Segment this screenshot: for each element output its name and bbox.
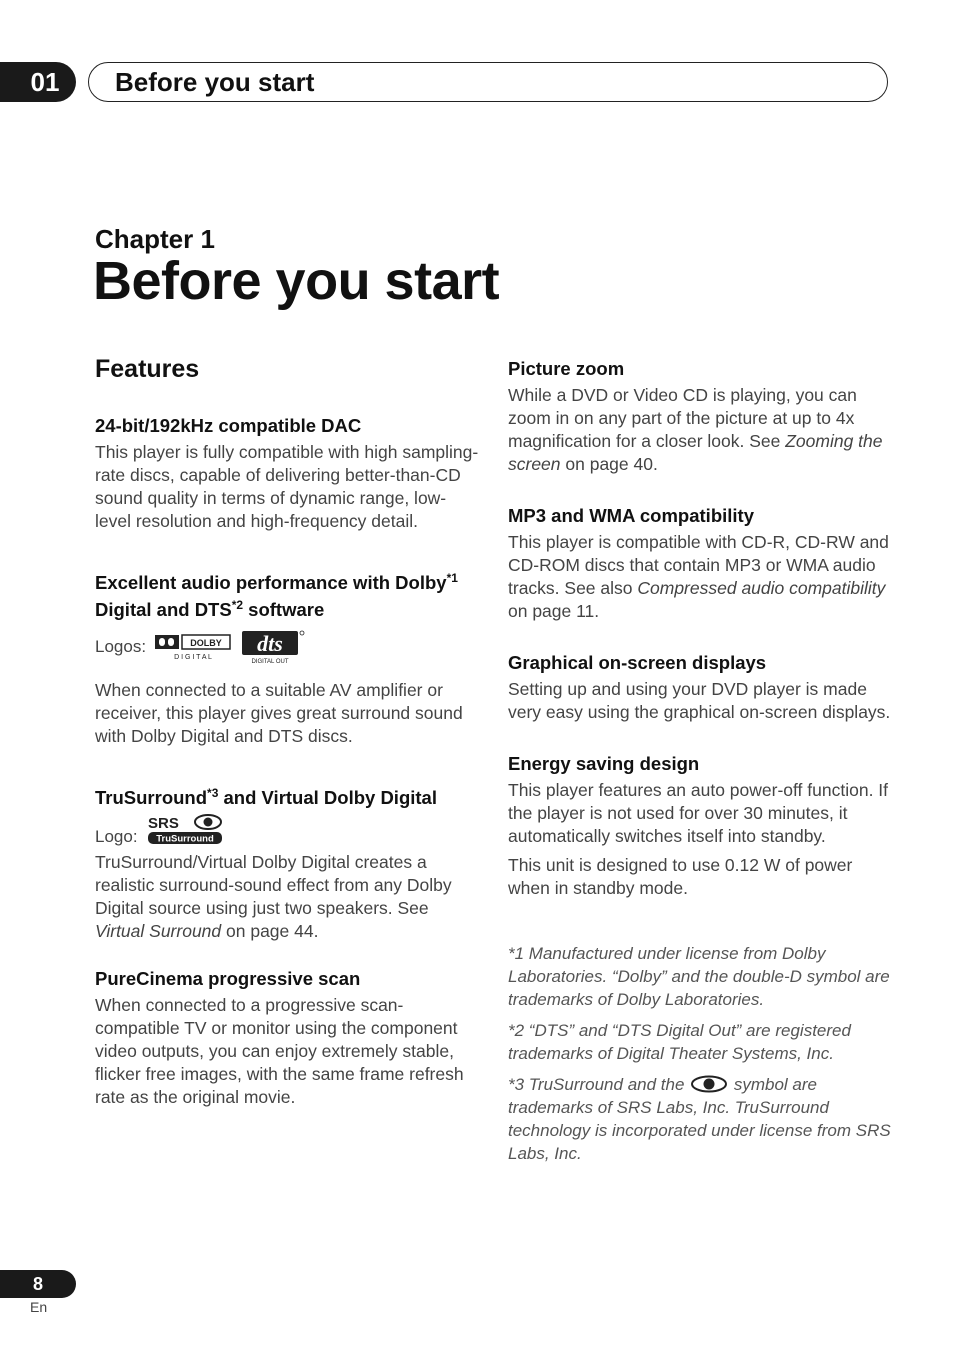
- energy-body-2: This unit is designed to use 0.12 W of power when in standby mode.: [508, 855, 853, 898]
- zoom-title: Picture zoom: [508, 358, 625, 379]
- energy-title: Energy saving design: [508, 753, 700, 774]
- svg-text:D I G I T A L: D I G I T A L: [174, 654, 212, 661]
- page-number-tab: 8: [0, 1270, 76, 1298]
- trusurround-logo-row: [95, 813, 480, 847]
- logo-label: Logo:: [95, 827, 138, 846]
- audio-body: When connected to a suitable AV amplifier or receiver, this player gives great surround sound with Dolby Digital and DTS discs.: [95, 680, 463, 746]
- features-heading: Features: [95, 355, 200, 383]
- srs-trusurround-logo: [146, 814, 224, 846]
- dac-body: This player is fully compatible with high sampling-rate discs, capable of delivering better-than-CD sound quality in terms of dynamic range, low-level resolution and high-frequency detail.: [95, 442, 479, 531]
- svg-text:DOLBY: DOLBY: [190, 638, 222, 648]
- footnote-3: *3 TruSurround and the symbol are trademarks of SRS Labs, Inc. TruSurround technology is incorporated under license from SRS Labs, Inc.: [508, 1075, 891, 1163]
- page-title: Before you start: [93, 251, 500, 311]
- svg-text:TruSurround: TruSurround: [155, 833, 214, 845]
- dac-title: 24-bit/192kHz compatible DAC: [95, 415, 362, 436]
- svg-text:dts: dts: [257, 631, 283, 656]
- mp3-body: This player is compatible with CD-R, CD-RW and CD-ROM discs that contain MP3 or WMA audio tracks. See also Compressed audio compatibility on page 11.: [508, 532, 889, 621]
- energy-body-1: This player features an auto power-off function. If the player is not used for over 30 minutes, it automatically switches itself into standby.: [508, 780, 889, 846]
- trusurround-body: TruSurround/Virtual Dolby Digital creates a realistic surround-sound effect from any Dolby Digital source using just two speakers. See Virtual Surround on page 44.: [95, 852, 452, 941]
- right-column: [508, 355, 893, 1173]
- audio-logos: [95, 629, 480, 665]
- logos-label: Logos:: [95, 637, 147, 656]
- purecinema-title: PureCinema progressive scan: [95, 968, 361, 989]
- footnote-2: *2 “DTS” and “DTS Digital Out” are registered trademarks of Digital Theater Systems, Inc.: [508, 1021, 851, 1063]
- osd-title: Graphical on-screen displays: [508, 652, 767, 673]
- footnote-1: *1 Manufactured under license from Dolby Laboratories. “Dolby” and the double-D symbol are trademarks of Dolby Laboratories.: [508, 944, 890, 1009]
- chapter-number-tab: 01: [0, 62, 76, 102]
- purecinema-body: When connected to a progressive scan-compatible TV or monitor using the component video outputs, you can enjoy extremely stable, flicker free images, with the same frame refresh rate as the original movie.: [95, 995, 464, 1107]
- mp3-title: MP3 and WMA compatibility: [508, 505, 754, 526]
- svg-text:DIGITAL OUT: DIGITAL OUT: [251, 659, 289, 665]
- trusurround-title: TruSurround$^{*3}$ and Virtual Dolby Digital: [95, 786, 437, 808]
- audio-title: Excellent audio performance with Dolby$^{*1}$ Digital and DTS$^{*2}$ software: [95, 571, 458, 620]
- srs-symbol-icon: [689, 1075, 729, 1093]
- dts-digital-out-logo: [240, 629, 306, 665]
- chapter-label: Chapter 1: [95, 224, 215, 254]
- osd-body: Setting up and using your DVD player is made very easy using the graphical on-screen displays.: [508, 679, 891, 722]
- left-column: [95, 355, 480, 1127]
- zoom-body: While a DVD or Video CD is playing, you can zoom in on any part of the picture at up to 4x magnification for a closer look. See Zooming the screen on page 40.: [508, 385, 883, 474]
- dolby-digital-logo: [154, 633, 232, 661]
- svg-text:SRS: SRS: [147, 815, 179, 832]
- header-title: Before you start: [88, 62, 888, 102]
- language-code: En: [30, 1299, 48, 1315]
